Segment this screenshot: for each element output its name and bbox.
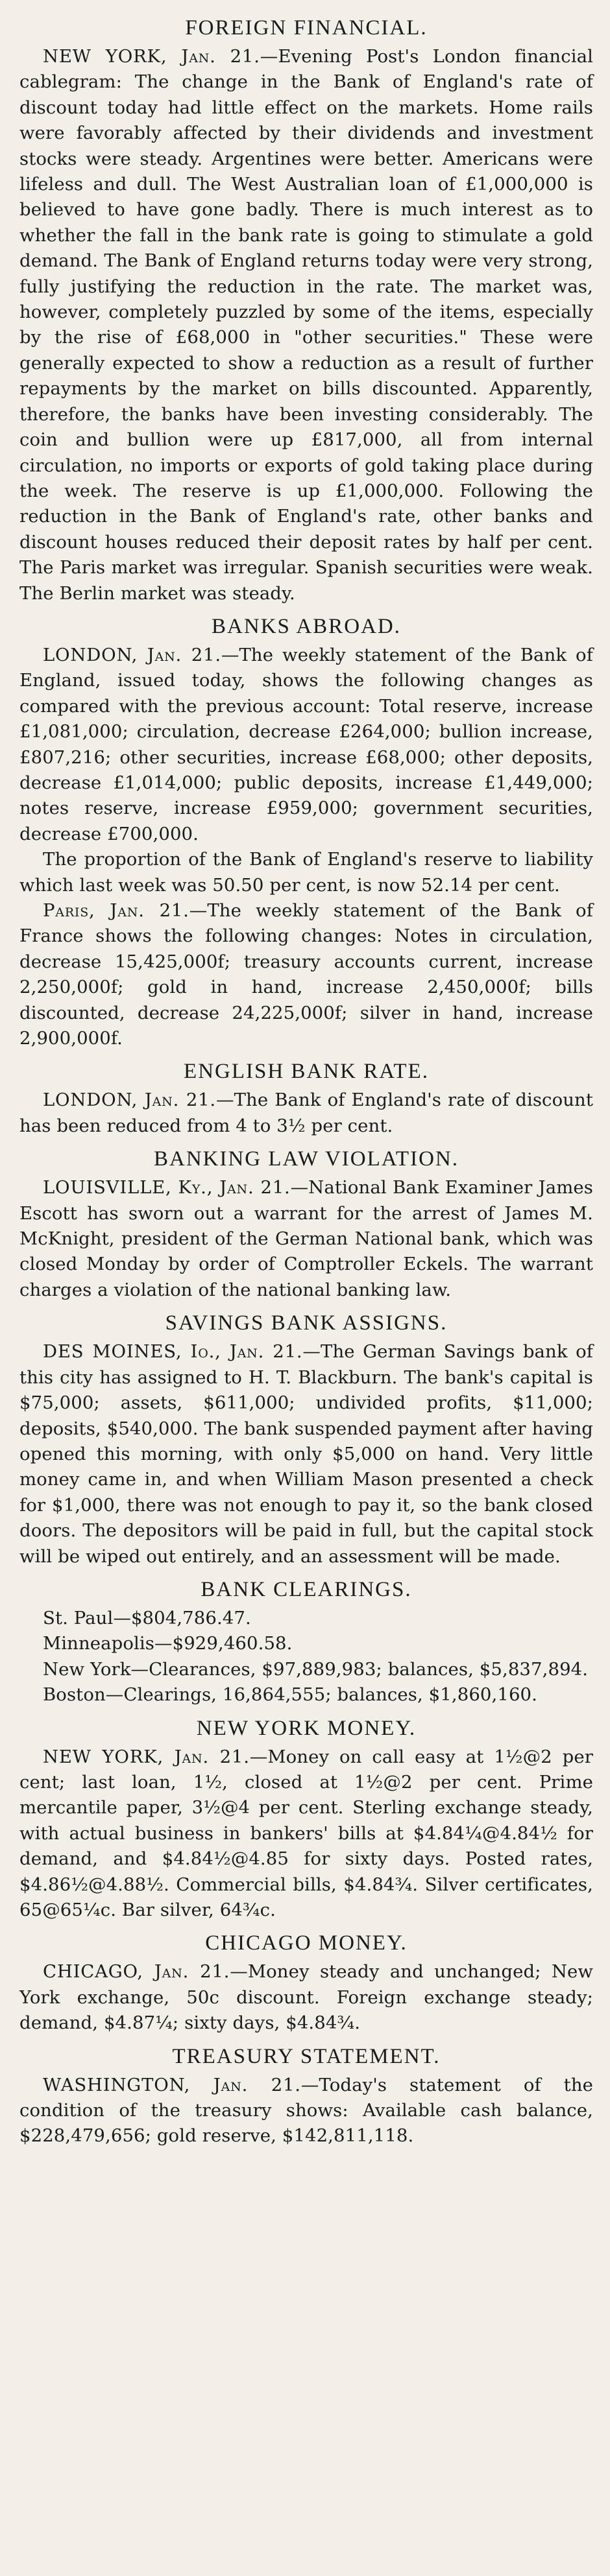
banks-abroad-section <box>19 613 593 1052</box>
article-text: —Evening Post's London financial cablegram: The change in the Bank of England's rate of discount today had little effect on the markets. Home rails were favorably affected by their dividends and investment stocks were steady. Argentines were better. Americans were lifeless and dull. The West Australian loan of £1,000,000 is believed to have gone badly. There is much interest as to whether the fall in the bank rate is going to stimulate a gold demand. The Bank of England returns today were very strong, fully justifying the reduction in the rate. The market was, however, completely puzzled by some of the items, especially by the rise of £68,000 in "other securities." These were generally expected to show a reduction as a result of further repayments by the market on bills discounted. Apparently, therefore, the banks have been investing considerably. The coin and bullion were up £817,000, all from internal circulation, no imports or exports of gold taking place during the week. The reserve is up £1,000,000. Following the reduction in the Bank of England's rate, other banks and discount houses reduced their deposit rates by half per cent. The Paris market was irregular. Spanish securities were weak. The Berlin market was steady. <box>19 46 593 604</box>
clearing-entry <box>19 1682 593 1708</box>
treasury-statement-section <box>19 2043 593 2149</box>
dateline: LONDON, Jan. 21. <box>43 644 221 665</box>
new-york-money-section <box>19 1715 593 1924</box>
article-text: —Money steady and unchanged; New York exchange, 50c discount. Foreign exchange steady; demand, $4.87¼; sixty days, $4.84¾. <box>19 1961 593 2034</box>
savings-bank-assigns-section <box>19 1309 593 1569</box>
article-text: Boston—Clearings, 16,864,555; balances, $1,860,160. <box>43 1684 537 1706</box>
article-paragraph <box>19 643 593 847</box>
article-text: —The weekly statement of the Bank of England, issued today, shows the following changes as compared with the previous account: Total reserve, increase £1,081,000; circulation, decrease £264,000; bullion increase, £807,216; other securities, increase £68,000; other deposits, decrease £1,014,000; public deposits, increase £1,449,000; notes reserve, increase £959,000; government securities, decrease £700,000. <box>19 644 593 844</box>
clearing-entry <box>19 1631 593 1656</box>
dateline: DES MOINES, Io., Jan. 21. <box>43 1341 303 1363</box>
bank-clearings-section <box>19 1576 593 1708</box>
dateline: WASHINGTON, Jan. 21. <box>43 2074 301 2095</box>
article-paragraph <box>19 1088 593 1139</box>
article-text: Minneapolis—$929,460.58. <box>43 1633 293 1654</box>
clearing-entry <box>19 1657 593 1682</box>
article-paragraph <box>19 898 593 1051</box>
article-text: New York—Clearances, $97,889,983; balances, $5,837,894. <box>43 1658 589 1680</box>
article-paragraph <box>19 44 593 606</box>
dateline: CHICAGO, Jan. 21. <box>43 1961 230 1983</box>
article-text: —Money on call easy at 1½@2 per cent; last loan, 1½, closed at 1½@2 per cent. Prime mercantile paper, 3½@4 per cent. Sterling exchange steady, with actual business in bankers' bills at $4.84¼@4.84½ for demand, and $4.84½@4.85 for sixty days. Posted rates, $4.86½@4.88½. Commercial bills, $4.84¾. Silver certificates, 65@65¼c. Bar silver, 64¾c. <box>19 1746 593 1920</box>
section-headline: ENGLISH BANK RATE. <box>184 1060 429 1084</box>
banking-law-violation-section <box>19 1145 593 1303</box>
article-text: —The German Savings bank of this city has assigned to H. T. Blackburn. The bank's capital is $75,000; assets, $611,000; undivided profits, $11,000; deposits, $540,000. The bank suspended payment after having opened this morning, with only $5,000 on hand. Very little money came in, and when William Mason presented a check for $1,000, there was not enough to pay it, so the bank closed doors. The depositors will be paid in full, but the capital stock will be wiped out entirely, and an assessment will be made. <box>19 1341 594 1567</box>
section-headline: BANKING LAW VIOLATION. <box>153 1147 459 1171</box>
section-headline: FOREIGN FINANCIAL. <box>185 16 428 40</box>
article-paragraph <box>19 2073 593 2149</box>
article-paragraph <box>19 1339 593 1569</box>
article-paragraph <box>19 1745 593 1924</box>
section-headline: BANK CLEARINGS. <box>201 1577 412 1601</box>
section-headline: NEW YORK MONEY. <box>196 1716 417 1740</box>
english-bank-rate-section <box>19 1058 593 1139</box>
chicago-money-section <box>19 1929 593 2036</box>
article-paragraph <box>19 1959 593 2036</box>
article-text: —The weekly statement of the Bank of France shows the following changes: Notes in circulation, decrease 15,425,000f; treasury accounts current, increase 2,250,000f; gold in hand, increase 2,450,000f; bills discounted, decrease 24,225,000f; silver in hand, increase 2,900,000f. <box>19 900 593 1049</box>
clearing-entry <box>19 1606 593 1631</box>
section-headline: CHICAGO MONEY. <box>205 1931 408 1955</box>
article-text: The proportion of the Bank of England's reserve to liability which last week was 50.50 per cent, is now 52.14 per cent. <box>19 849 593 896</box>
section-headline: TREASURY STATEMENT. <box>172 2044 441 2068</box>
dateline: NEW YORK, Jan. 21. <box>43 1746 250 1767</box>
clearings-list <box>19 1606 593 1708</box>
dateline: NEW YORK, Jan. 21. <box>43 46 260 67</box>
section-headline: BANKS ABROAD. <box>212 614 401 638</box>
section-headline: SAVINGS BANK ASSIGNS. <box>165 1311 448 1335</box>
article-paragraph <box>19 1175 593 1303</box>
dateline: LOUISVILLE, Ky., Jan. 21. <box>43 1177 291 1199</box>
foreign-financial-section <box>19 14 593 606</box>
article-text: —Today's statement of the condition of the treasury shows: Available cash balance, $228,479,656; gold reserve, $142,811,118. <box>19 2074 594 2147</box>
dateline: LONDON, Jan. 21. <box>43 1090 216 1111</box>
article-paragraph <box>19 847 593 898</box>
article-text: —The Bank of England's rate of discount has been reduced from 4 to 3½ per cent. <box>19 1090 593 1136</box>
article-text: St. Paul—$804,786.47. <box>43 1607 251 1628</box>
dateline: Paris, Jan. 21. <box>43 900 189 921</box>
article-text: —National Bank Examiner James Escott has sworn out a warrant for the arrest of James M. McKnight, president of the German National bank, which was closed Monday by order of Comptroller Eckels. The warrant charges a violation of the national banking law. <box>19 1177 593 1300</box>
